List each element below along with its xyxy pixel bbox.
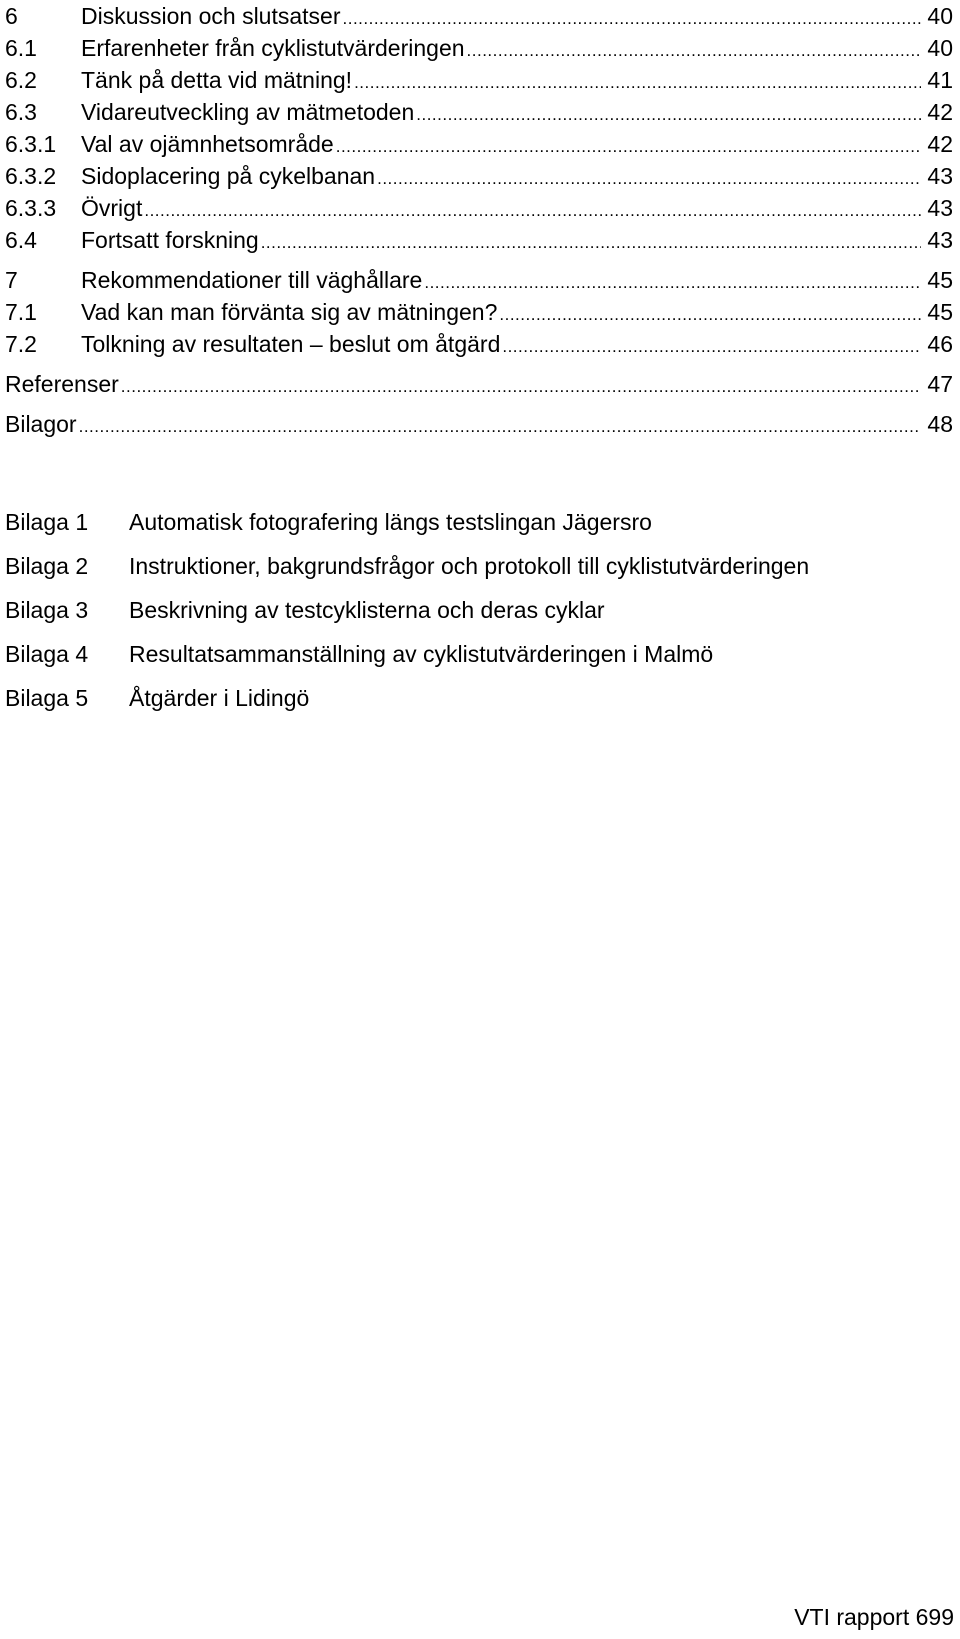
- toc-dot-leader: [377, 163, 921, 195]
- appendix-label: Bilaga 1: [5, 509, 89, 535]
- toc-entry-title: Fortsatt forskning: [81, 227, 259, 253]
- toc-entry-number: 6.2: [5, 67, 37, 93]
- toc-entry[interactable]: [5, 328, 953, 360]
- toc-entry-page: 45: [927, 299, 953, 325]
- toc-dot-leader: [336, 131, 922, 163]
- toc-entry-page: 43: [927, 163, 953, 189]
- toc-entry-title: Erfarenheter från cyklistutvärderingen: [81, 35, 465, 61]
- toc-dot-leader: [343, 3, 922, 35]
- appendix-title: Åtgärder i Lidingö: [129, 685, 310, 711]
- toc-entry-title: Referenser: [5, 371, 119, 397]
- toc-entry[interactable]: [5, 0, 953, 32]
- toc-entry-page: 43: [927, 227, 953, 253]
- appendix-label: Bilaga 4: [5, 641, 89, 667]
- toc-entry[interactable]: [5, 264, 953, 296]
- toc-entry-title: Bilagor: [5, 411, 77, 437]
- toc-dot-leader: [79, 411, 922, 443]
- toc-entry-title: Val av ojämnhetsområde: [81, 131, 334, 157]
- toc-entry-number: 6.3: [5, 99, 37, 125]
- appendix-title: Beskrivning av testcyklisterna och deras cyklar: [129, 597, 605, 623]
- toc-entry[interactable]: [5, 408, 953, 440]
- toc-dot-leader: [144, 195, 921, 227]
- toc-entry-number: 6.3.2: [5, 163, 57, 189]
- appendix-entry: [5, 588, 953, 632]
- toc-entry-title: Övrigt: [81, 195, 143, 221]
- toc-entry[interactable]: [5, 64, 953, 96]
- appendix-entry: [5, 500, 953, 544]
- toc-entry[interactable]: [5, 96, 953, 128]
- toc-dot-leader: [502, 331, 921, 363]
- appendix-entry: [5, 544, 953, 588]
- toc-entry-title: Tolkning av resultaten – beslut om åtgärd: [81, 331, 501, 357]
- toc-entry-title: Diskussion och slutsatser: [81, 3, 341, 29]
- appendix-label: Bilaga 3: [5, 597, 89, 623]
- toc-dot-leader: [424, 267, 921, 299]
- toc-entry-title: Tänk på detta vid mätning!: [81, 67, 353, 93]
- toc-entry-number: 6.3.3: [5, 195, 57, 221]
- toc-entry[interactable]: [5, 128, 953, 160]
- toc-entry-number: 7.1: [5, 299, 37, 325]
- toc-entry[interactable]: [5, 192, 953, 224]
- toc-entry-page: 40: [927, 3, 953, 29]
- toc-entry-title: Vad kan man förvänta sig av mätningen?: [81, 299, 498, 325]
- toc-entry-page: 45: [927, 267, 953, 293]
- toc-entry[interactable]: [5, 224, 953, 256]
- table-of-contents: [5, 0, 953, 440]
- toc-entry-number: 6.1: [5, 35, 37, 61]
- appendix-title: Automatisk fotografering längs testslingan Jägersro: [129, 509, 652, 535]
- toc-entry-number: 6.4: [5, 227, 37, 253]
- toc-entry-number: 6.3.1: [5, 131, 57, 157]
- toc-entry-number: 7: [5, 267, 18, 293]
- toc-dot-leader: [416, 99, 921, 131]
- appendix-label: Bilaga 5: [5, 685, 89, 711]
- toc-entry-title: Rekommendationer till väghållare: [81, 267, 423, 293]
- toc-entry[interactable]: [5, 296, 953, 328]
- toc-entry-page: 42: [927, 131, 953, 157]
- toc-entry-number: 7.2: [5, 331, 37, 357]
- toc-entry[interactable]: [5, 160, 953, 192]
- appendix-list: [5, 500, 953, 720]
- toc-entry-page: 40: [927, 35, 953, 61]
- toc-entry-page: 41: [927, 67, 953, 93]
- toc-entry-page: 43: [927, 195, 953, 221]
- toc-entry-title: Vidareutveckling av mätmetoden: [81, 99, 415, 125]
- toc-dot-leader: [354, 67, 921, 99]
- toc-entry[interactable]: [5, 368, 953, 400]
- appendix-title: Instruktioner, bakgrundsfrågor och protokoll till cyklistutvärderingen: [129, 553, 810, 579]
- toc-entry-page: 48: [927, 411, 953, 437]
- toc-entry-page: 46: [927, 331, 953, 357]
- toc-entry-title: Sidoplacering på cykelbanan: [81, 163, 376, 189]
- report-footer: VTI rapport 699: [794, 1604, 954, 1630]
- appendix-label: Bilaga 2: [5, 553, 89, 579]
- toc-dot-leader: [121, 371, 922, 403]
- toc-entry-number: 6: [5, 3, 18, 29]
- appendix-entry: [5, 676, 953, 720]
- toc-entry-page: 42: [927, 99, 953, 125]
- appendix-title: Resultatsammanställning av cyklistutvärderingen i Malmö: [129, 641, 714, 667]
- toc-dot-leader: [261, 227, 922, 259]
- toc-dot-leader: [467, 35, 922, 67]
- toc-dot-leader: [499, 299, 921, 331]
- appendix-entry: [5, 632, 953, 676]
- toc-entry[interactable]: [5, 32, 953, 64]
- toc-entry-page: 47: [927, 371, 953, 397]
